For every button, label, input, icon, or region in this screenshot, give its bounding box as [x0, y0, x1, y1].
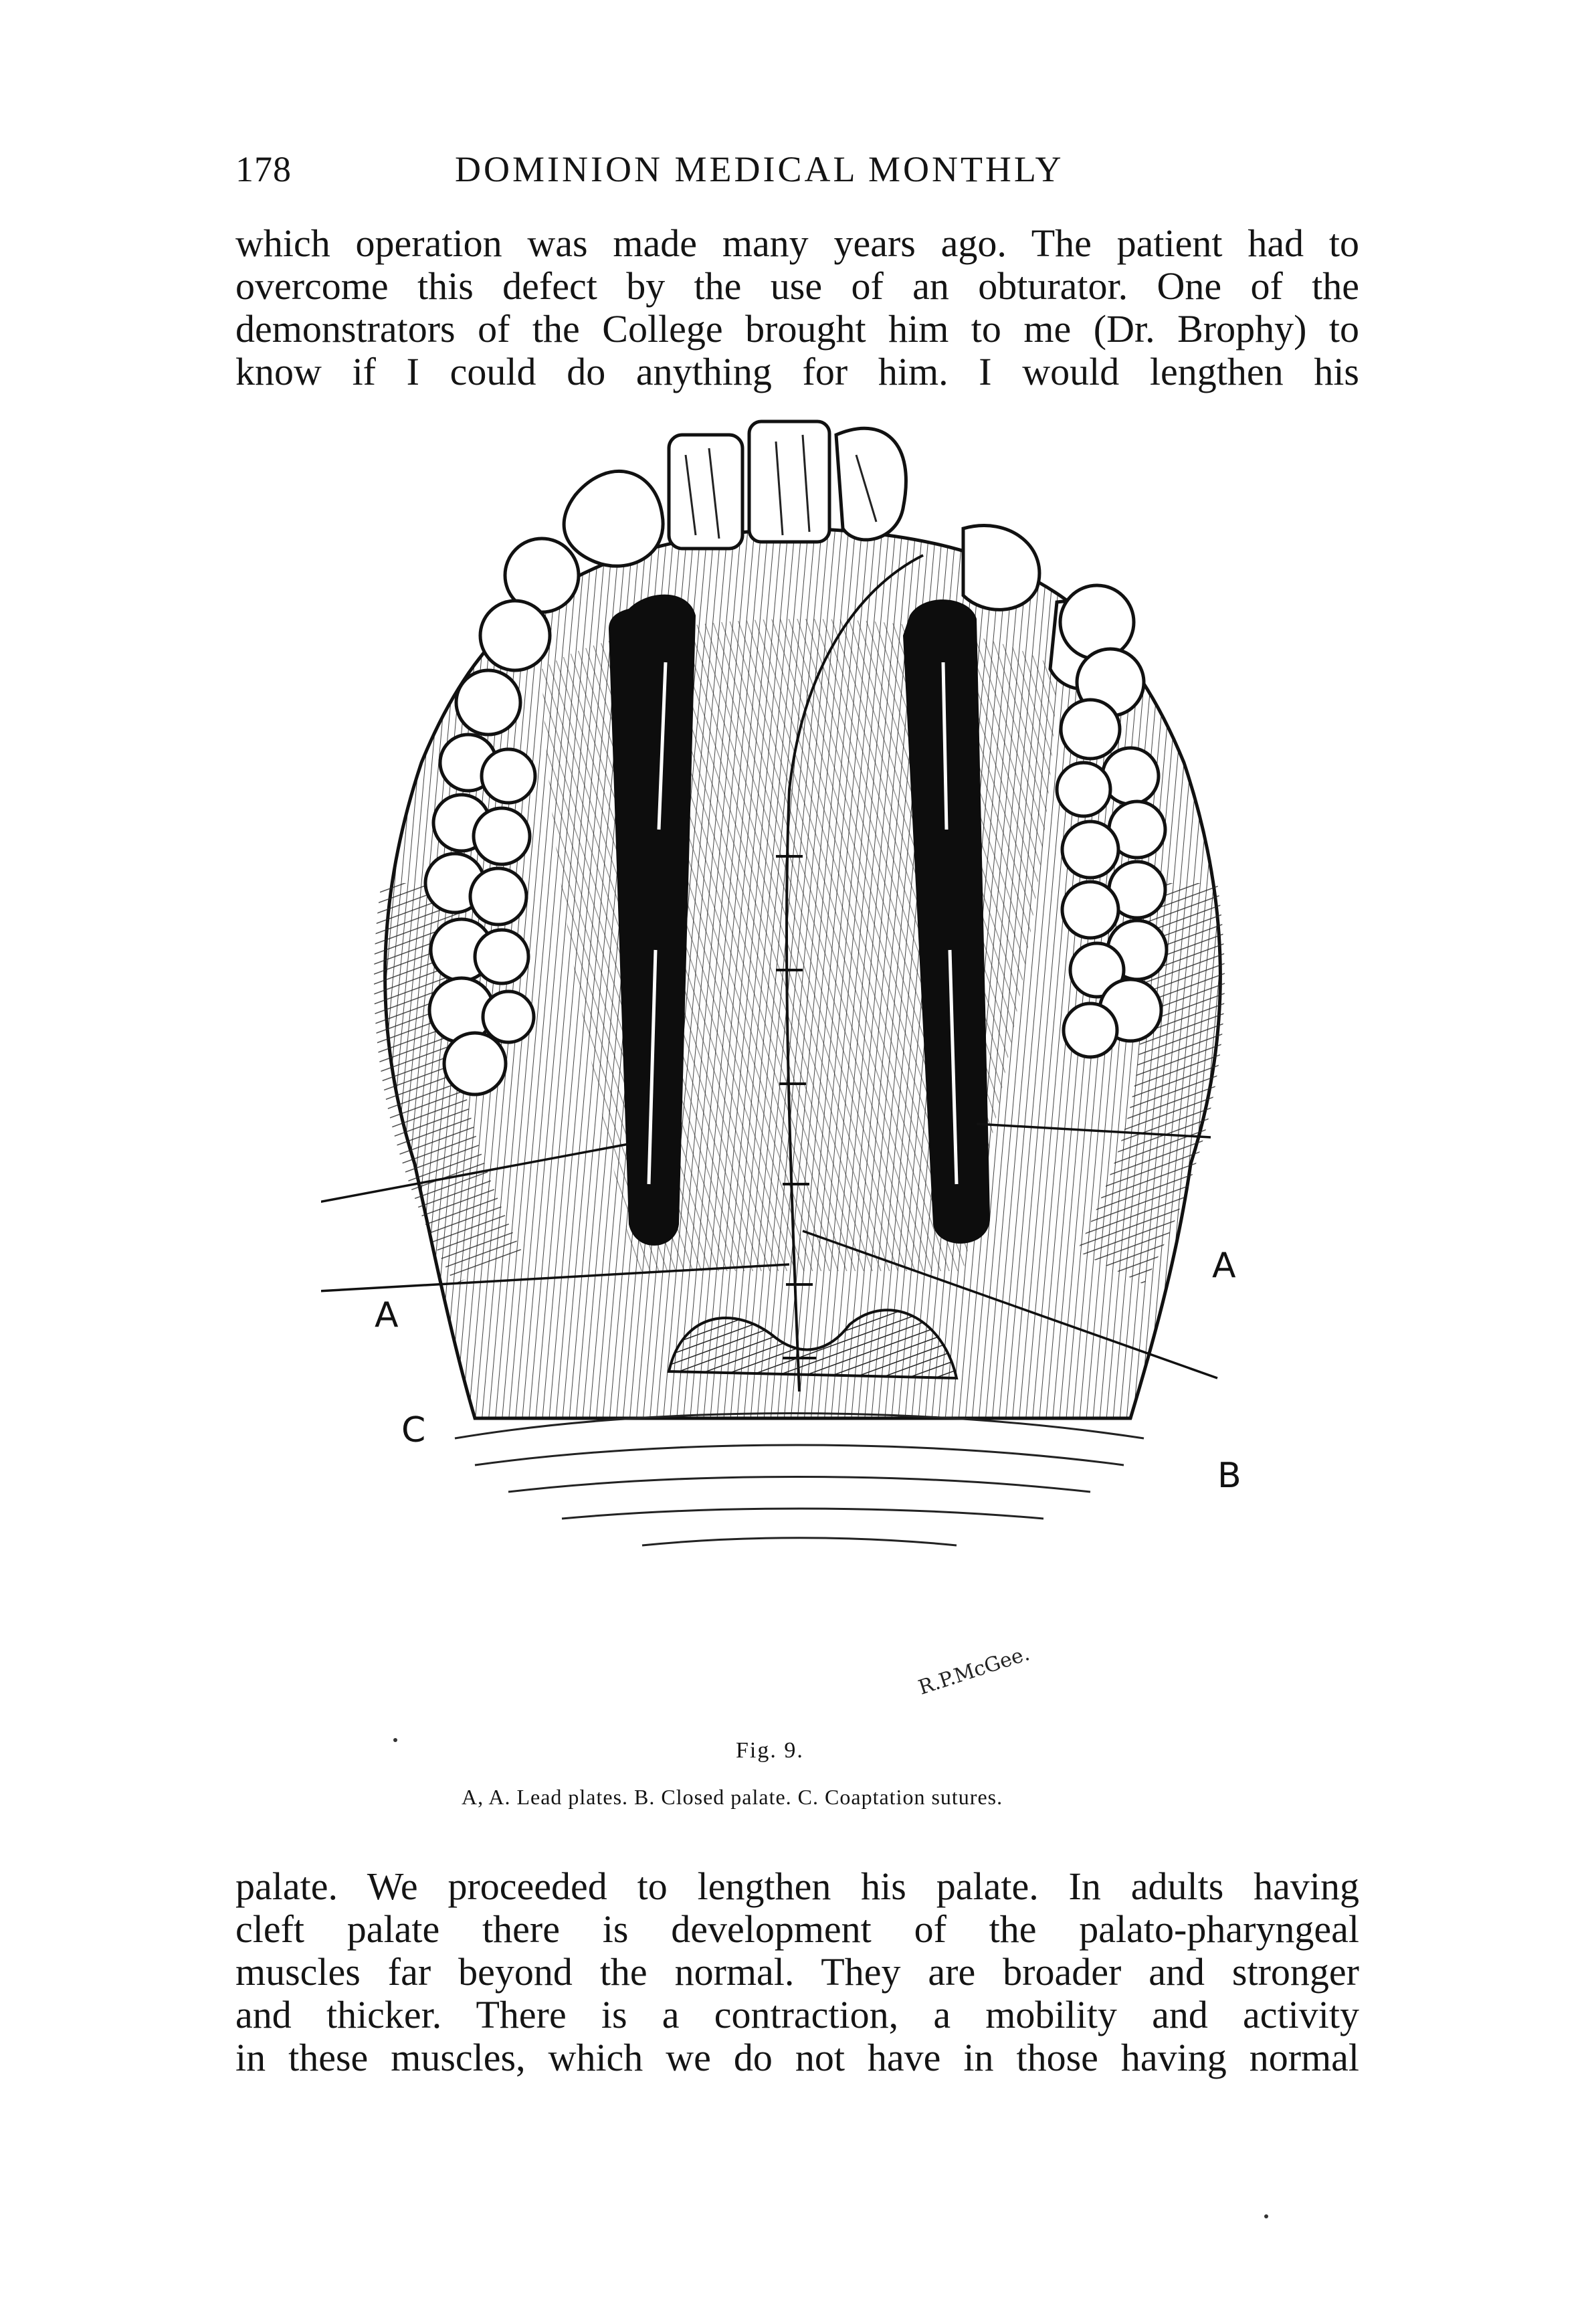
scan-speck — [1264, 2214, 1268, 2218]
scan-speck — [393, 1738, 397, 1742]
figure-number: Fig. 9. — [736, 1738, 804, 1763]
bottom-paragraph — [235, 1865, 1359, 2079]
label-a-left: A — [375, 1295, 399, 1335]
running-head: DOMINION MEDICAL MONTHLY — [455, 149, 1064, 189]
label-a-right: A — [1212, 1246, 1236, 1286]
page-number: 178 — [235, 149, 292, 189]
text-line: palate. We proceeded to lengthen his palate. In adults having — [235, 1864, 1359, 1908]
label-b: B — [1217, 1456, 1241, 1496]
text-line: demonstrators of the College brought him to me (Dr. Brophy) to — [235, 307, 1359, 351]
text-line: cleft palate there is development of the palato-pharyngeal — [235, 1907, 1359, 1951]
text-line: and thicker. There is a contraction, a mobility and activity — [235, 1993, 1359, 2036]
text-line: know if I could do anything for him. I would lengthen his — [235, 350, 1359, 393]
text-line: muscles far beyond the normal. They are broader and stronger — [235, 1950, 1359, 1994]
text-line: in these muscles, which we do not have in those having normal — [235, 2036, 1359, 2079]
illustrator-signature: R.P.McGee. — [915, 1642, 1033, 1700]
top-paragraph — [235, 222, 1359, 393]
figure-caption: A, A. Lead plates. B. Closed palate. C. Coaptation sutures. — [462, 1785, 1003, 1809]
palate-illustration — [321, 415, 1278, 1565]
text-line: overcome this defect by the use of an obturator. One of the — [235, 264, 1359, 308]
text-line: which operation was made many years ago. The patient had to — [235, 221, 1359, 265]
label-c: C — [401, 1410, 426, 1450]
